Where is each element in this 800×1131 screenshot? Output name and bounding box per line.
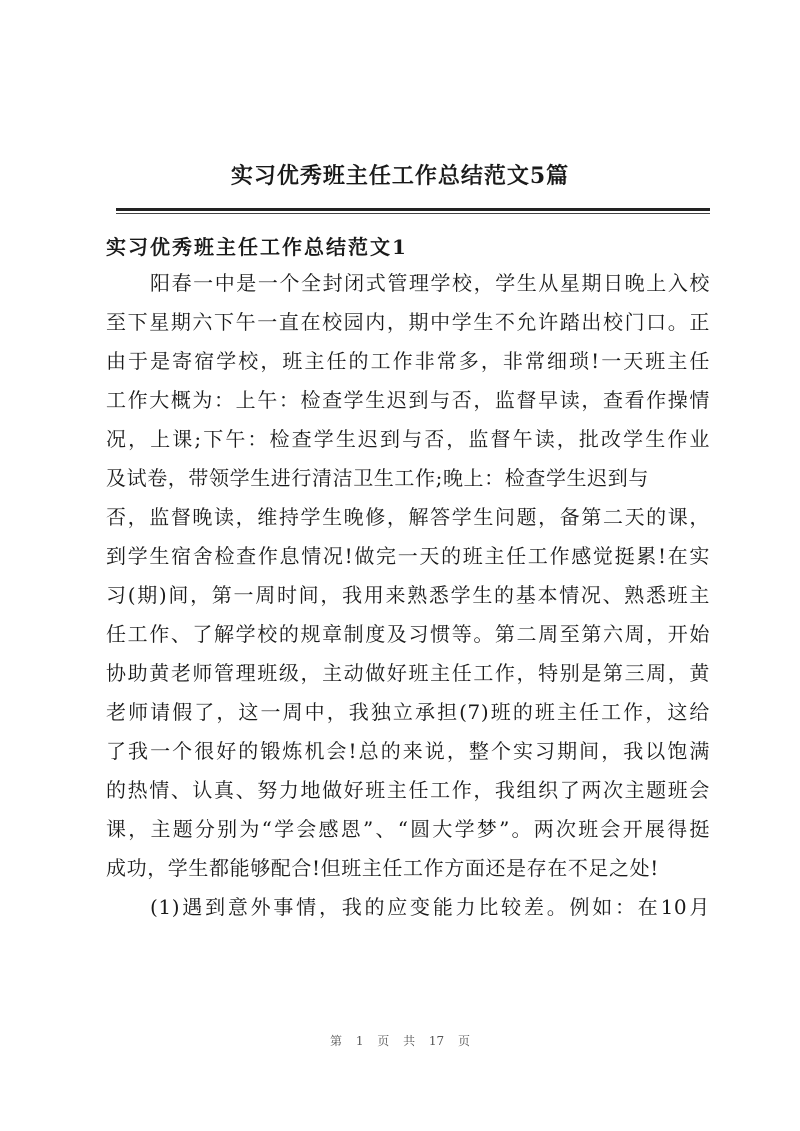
document-title: 实习优秀班主任工作总结范文5篇 (230, 163, 570, 189)
paragraph-line: 阳春一中是一个全封闭式管理学校，学生从星期日晚上入校 (150, 271, 710, 295)
paragraph-line: 及试卷，带领学生进行清洁卫生工作;晚上：检查学生迟到与 (106, 466, 649, 490)
paragraph-line: (1)遇到意外事情，我的应变能力比较差。例如：在10月 (150, 895, 710, 919)
paragraph-line: 协助黄老师管理班级，主动做好班主任工作，特别是第三周，黄 (106, 661, 710, 685)
title-rule-thin (116, 213, 710, 214)
paragraph-line: 课，主题分别为“学会感恩”、“圆大学梦”。两次班会开展得挺 (106, 817, 710, 841)
paragraph-line: 工作大概为：上午：检查学生迟到与否，监督早读，查看作操情 (106, 388, 710, 412)
paragraph-line: 到学生宿舍检查作息情况!做完一天的班主任工作感觉挺累!在实 (106, 544, 710, 568)
body-paragraphs (106, 264, 710, 927)
paragraph-line: 的热情、认真、努力地做好班主任工作，我组织了两次主题班会 (106, 778, 710, 802)
paragraph-line: 老师请假了，这一周中，我独立承担(7)班的班主任工作，这给 (106, 700, 710, 724)
paragraph-line: 由于是寄宿学校，班主任的工作非常多，非常细琐!一天班主任 (106, 349, 710, 373)
paragraph-line: 任工作、了解学校的规章制度及习惯等。第二周至第六周，开始 (106, 622, 710, 646)
paragraph-line: 习(期)间，第一周时间，我用来熟悉学生的基本情况、熟悉班主 (106, 583, 710, 607)
section-heading: 实习优秀班主任工作总结范文1 (106, 235, 408, 259)
paragraph-line: 否，监督晚读，维持学生晚修，解答学生问题，备第二天的课， (106, 505, 710, 529)
paragraph-line: 况，上课;下午：检查学生迟到与否，监督午读，批改学生作业 (106, 427, 710, 451)
paragraph-line: 了我一个很好的锻炼机会!总的来说，整个实习期间，我以饱满 (106, 739, 710, 763)
paragraph-line: 成功，学生都能够配合!但班主任工作方面还是存在不足之处! (106, 856, 659, 880)
title-rule-thick (116, 208, 710, 211)
paragraph-line: 至下星期六下午一直在校园内，期中学生不允许踏出校门口。正 (106, 310, 710, 334)
page-footer: 第 1 页 共 17 页 (330, 1034, 470, 1048)
